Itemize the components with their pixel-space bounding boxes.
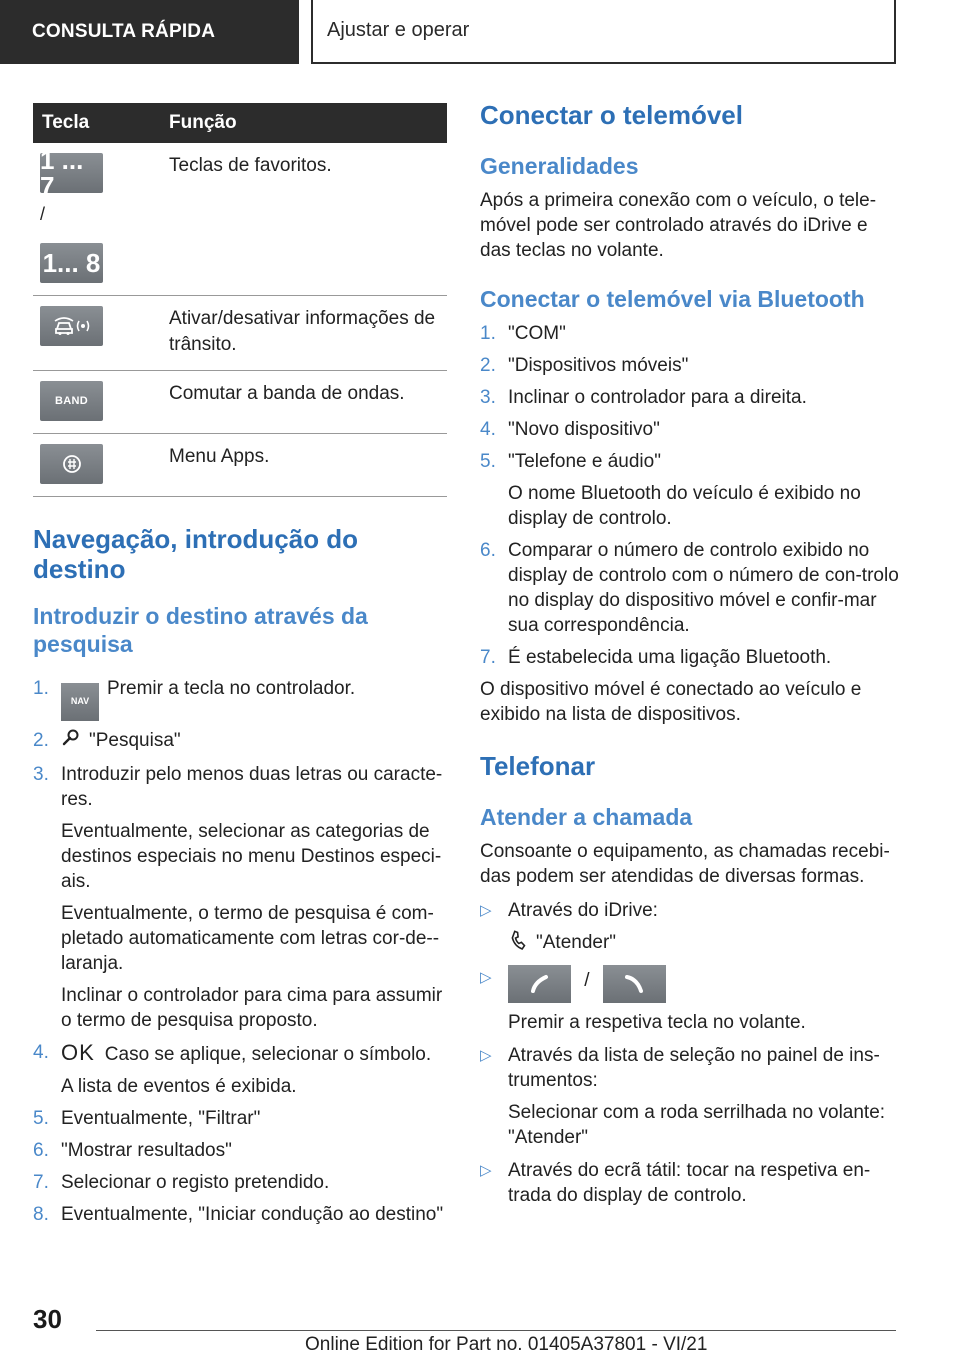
section-tab: CONSULTA RÁPIDA bbox=[0, 0, 299, 64]
nav-key-icon: NAV bbox=[61, 683, 99, 721]
key-separator: / bbox=[40, 204, 46, 224]
function-text: Teclas de favoritos. bbox=[160, 143, 447, 296]
bluetooth-result: O dispositivo móvel é conectado ao veículo e exibido na lista de dispositivos. bbox=[480, 679, 862, 725]
accept-call-key-icon bbox=[508, 965, 571, 1003]
general-text: Após a primeira conexão com o veículo, o tele-móvel pode ser controlado através do iDrive e das teclas no volante. bbox=[480, 190, 877, 261]
answer-title: Atender a chamada bbox=[480, 804, 693, 830]
footer-divider bbox=[96, 1330, 896, 1331]
end-call-key-icon bbox=[603, 965, 666, 1003]
table-row bbox=[33, 143, 447, 296]
bluetooth-title: Conectar o telemóvel via Bluetooth bbox=[480, 286, 865, 312]
page-number: 30 bbox=[33, 1304, 62, 1334]
ok-symbol-icon: OK bbox=[61, 1039, 95, 1065]
page-header bbox=[0, 0, 960, 66]
footer-edition: Online Edition for Part no. 01405A37801 - VI/21 bbox=[305, 1334, 708, 1355]
arrow-right-icon: ▷ bbox=[480, 1162, 492, 1179]
col-header-key: Tecla bbox=[33, 103, 160, 143]
list-item: 7. É estabelecida uma ligação Bluetooth. bbox=[480, 647, 832, 668]
general-title: Generalidades bbox=[480, 153, 639, 179]
table-row bbox=[33, 296, 447, 371]
list-item: 2. "Pesquisa" bbox=[33, 728, 447, 755]
list-item: 7. Selecionar o registo pretendido. bbox=[33, 1171, 330, 1193]
phone-title: Conectar o telemóvel bbox=[480, 100, 743, 130]
navigation-subtitle: Introduzir o destino através da pesquisa bbox=[33, 603, 368, 657]
navigation-steps bbox=[33, 676, 447, 1227]
answer-text: Consoante o equipamento, as chamadas recebi-das podem ser atendidas de diversas formas. bbox=[480, 841, 890, 887]
traffic-info-icon bbox=[40, 306, 103, 346]
list-item: 1. NAVPremir a tecla no controlador. bbox=[33, 676, 447, 721]
answer-methods bbox=[480, 898, 900, 1208]
list-item: ▷ / Premir a respetiva tecla no volante. bbox=[480, 965, 900, 1035]
phone-handset-icon bbox=[508, 930, 528, 957]
arrow-right-icon: ▷ bbox=[480, 969, 492, 986]
list-item: ▷ Através da lista de seleção no painel de ins-trumentos: Selecionar com a roda serrilhada no volante: "Atender" bbox=[480, 1045, 886, 1148]
list-item: 2. "Dispositivos móveis" bbox=[480, 355, 689, 376]
calling-title: Telefonar bbox=[480, 751, 596, 781]
table-row bbox=[33, 371, 447, 434]
function-text: Menu Apps. bbox=[160, 434, 447, 497]
right-column bbox=[480, 100, 900, 1216]
list-item: 1. "COM" bbox=[480, 323, 566, 344]
apps-menu-icon bbox=[40, 444, 103, 484]
key-function-table bbox=[33, 103, 447, 497]
list-item: 3. Inclinar o controlador para a direita. bbox=[480, 387, 807, 408]
list-item: 4. "Novo dispositivo" bbox=[480, 419, 660, 440]
list-item: 6. "Mostrar resultados" bbox=[33, 1139, 232, 1161]
favorite-key-7-icon: 1 ... 7 bbox=[40, 153, 103, 193]
list-item: 5. "Telefone e áudio" O nome Bluetooth do veículo é exibido no display de controlo. bbox=[480, 451, 861, 529]
list-item: 8. Eventualmente, "Iniciar condução ao destino" bbox=[33, 1203, 444, 1225]
chapter-tab: Ajustar e operar bbox=[311, 0, 896, 64]
list-item: 4. OK Caso se aplique, selecionar o símbolo. A lista de eventos é exibida. bbox=[33, 1039, 432, 1097]
list-item: 5. Eventualmente, "Filtrar" bbox=[33, 1107, 261, 1129]
function-text: Ativar/desativar informações de trânsito. bbox=[160, 296, 447, 371]
list-item: 6. Comparar o número de controlo exibido no display de controlo com o número de con-trolo no display do dispositivo móvel e confir-mar sua correspondência. bbox=[480, 540, 899, 636]
list-item: ▷ Através do iDrive: "Atender" bbox=[480, 898, 900, 957]
list-item: 3. Introduzir pelo menos duas letras ou caracte-res. Eventualmente, selecionar as categorias de destinos especiais no menu Destinos especi-ais. Eventualmente, o termo de pesquisa é com-pletado automaticamente com letras cor-de--laranja. Inclinar o controlador para cima para assumir o termo de pesquisa proposto. bbox=[33, 763, 443, 1031]
table-row bbox=[33, 434, 447, 497]
bluetooth-steps bbox=[480, 321, 900, 670]
arrow-right-icon: ▷ bbox=[480, 902, 492, 919]
col-header-function: Função bbox=[160, 103, 447, 143]
navigation-title: Navegação, introdução do destino bbox=[33, 524, 359, 584]
search-icon bbox=[61, 728, 81, 755]
favorite-key-8-icon: 1... 8 bbox=[40, 243, 103, 283]
list-item: ▷ Através do ecrã tátil: tocar na respetiva en-trada do display de controlo. bbox=[480, 1160, 871, 1206]
arrow-right-icon: ▷ bbox=[480, 1047, 492, 1064]
band-key-icon: BAND bbox=[40, 381, 103, 421]
function-text: Comutar a banda de ondas. bbox=[160, 371, 447, 434]
left-column bbox=[33, 103, 447, 1234]
